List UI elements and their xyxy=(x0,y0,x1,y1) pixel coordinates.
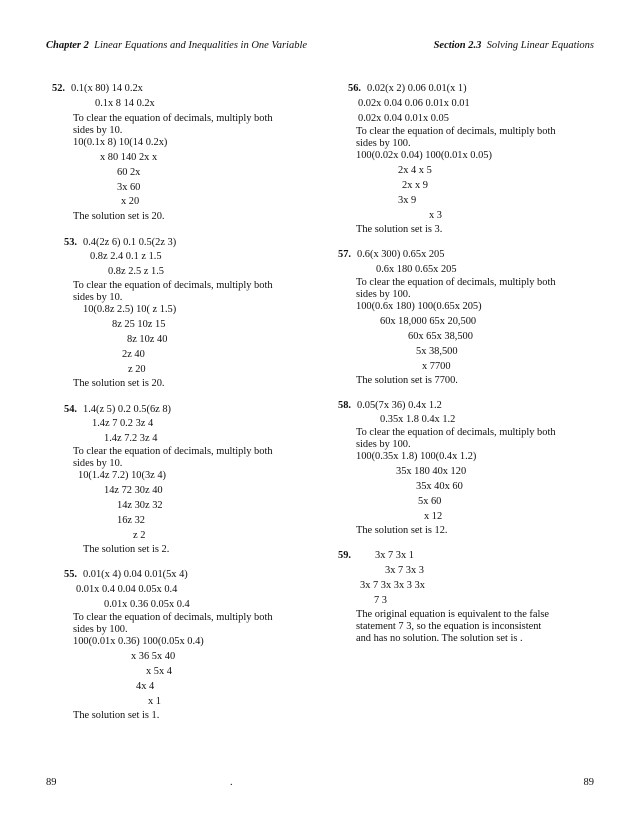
text-line: To clear the equation of decimals, multiply both xyxy=(73,446,273,457)
problem-number: 53. xyxy=(64,237,77,248)
equation-line: 2x 4 x 5 xyxy=(398,165,432,176)
equation-line: 8z 25 10z 15 xyxy=(112,319,166,330)
problem-55-line xyxy=(64,569,188,581)
equation-line: 60x 65x 38,500 xyxy=(408,331,473,342)
text-line: sides by 100. xyxy=(356,138,411,149)
solution-line: The solution set is 12. xyxy=(356,525,448,536)
equation-line: 0.8z 2.5 z 1.5 xyxy=(108,266,164,277)
equation-line: 14z 72 30z 40 xyxy=(104,485,163,496)
equation-line: 35x 180 40x 120 xyxy=(396,466,467,477)
equation-line: x 80 140 2x x xyxy=(100,152,158,163)
equation-line: x 5x 4 xyxy=(146,666,172,677)
page-number-left: 89 xyxy=(46,777,57,788)
equation-line: 1.4(z 5) 0.2 0.5(6z 8) xyxy=(83,404,172,415)
solution-line: and has no solution. The solution set is . xyxy=(356,633,523,644)
equation-line: 8z 10z 40 xyxy=(127,334,168,345)
equation-line: 0.1(x 80) 14 0.2x xyxy=(71,83,143,94)
text-line: The original equation is equivalent to the false xyxy=(356,609,550,620)
equation-line: 0.01x 0.36 0.05x 0.4 xyxy=(104,599,190,610)
equation-line: 5x 60 xyxy=(418,496,442,507)
text-line: To clear the equation of decimals, multiply both xyxy=(356,427,556,438)
equation-line: 3x 7 3x 3x 3 3x xyxy=(360,580,425,591)
equation-line: 1.4z 7.2 3z 4 xyxy=(104,433,158,444)
equation-line: 60 2x xyxy=(117,167,141,178)
text-line: sides by 100. xyxy=(356,439,411,450)
problem-number: 55. xyxy=(64,569,77,580)
equation-line: 0.8z 2.4 0.1 z 1.5 xyxy=(90,251,162,262)
text-line: To clear the equation of decimals, multiply both xyxy=(73,113,273,124)
problem-53-line xyxy=(64,237,176,249)
solution-line: The solution set is 1. xyxy=(73,710,160,721)
equation-line: 3x 7 3x 1 xyxy=(375,550,414,561)
equation-line: x 36 5x 40 xyxy=(131,651,176,662)
text-line: sides by 10. xyxy=(73,458,123,469)
equation-line: 10(1.4z 7.2) 10(3z 4) xyxy=(78,470,167,481)
equation-line: 0.05(7x 36) 0.4x 1.2 xyxy=(357,400,442,411)
equation-line: 14z 30z 32 xyxy=(117,500,163,511)
equation-line: 3x 60 xyxy=(117,182,141,193)
equation-line: x 3 xyxy=(429,210,442,221)
footer-mark: . xyxy=(230,777,233,788)
section-title: Solving Linear Equations xyxy=(486,40,594,51)
equation-line: 0.1x 8 14 0.2x xyxy=(95,98,155,109)
equation-line: 3x 7 3x 3 xyxy=(385,565,424,576)
problem-number: 54. xyxy=(64,404,77,415)
equation-line: 0.02x 0.04 0.06 0.01x 0.01 xyxy=(358,98,470,109)
equation-line: 0.02(x 2) 0.06 0.01(x 1) xyxy=(367,83,467,94)
problem-number: 52. xyxy=(52,83,65,94)
equation-line: 100(0.01x 0.36) 100(0.05x 0.4) xyxy=(73,636,204,647)
problem-59-line xyxy=(338,550,414,562)
equation-line: x 12 xyxy=(424,511,443,522)
equation-line: 0.01(x 4) 0.04 0.01(5x 4) xyxy=(83,569,188,580)
solution-line: The solution set is 20. xyxy=(73,378,165,389)
running-header-left xyxy=(46,40,307,51)
equation-line: x 1 xyxy=(148,696,161,707)
chapter-label: Chapter 2 xyxy=(46,40,89,51)
equation-line: 7 3 xyxy=(374,595,387,606)
problem-57-line xyxy=(338,249,444,261)
solution-line: The solution set is 3. xyxy=(356,224,443,235)
section-label: Section 2.3 xyxy=(433,40,482,51)
text-line: sides by 10. xyxy=(73,292,123,303)
equation-line: 0.35x 1.8 0.4x 1.2 xyxy=(380,414,456,425)
equation-line: 100(0.35x 1.8) 100(0.4x 1.2) xyxy=(356,451,477,462)
text-line: statement 7 3, so the equation is inconsistent xyxy=(356,621,542,632)
equation-line: 4x 4 xyxy=(136,681,155,692)
equation-line: 100(0.02x 0.04) 100(0.01x 0.05) xyxy=(356,150,492,161)
problem-52-line xyxy=(52,83,143,95)
page-number-right: 89 xyxy=(583,777,594,788)
text-line: To clear the equation of decimals, multiply both xyxy=(356,277,556,288)
solution-line: The solution set is 20. xyxy=(73,211,165,222)
problem-58-line xyxy=(338,400,442,412)
equation-line: 16z 32 xyxy=(117,515,145,526)
text-line: sides by 100. xyxy=(73,624,128,635)
solution-line: The solution set is 2. xyxy=(83,544,170,555)
equation-line: 35x 40x 60 xyxy=(416,481,463,492)
text-line: To clear the equation of decimals, multiply both xyxy=(356,126,556,137)
equation-line: x 20 xyxy=(121,196,140,207)
equation-line: 60x 18,000 65x 20,500 xyxy=(380,316,477,327)
problem-54-line xyxy=(64,404,171,416)
equation-line: 0.6(x 300) 0.65x 205 xyxy=(357,249,445,260)
equation-line: 0.4(2z 6) 0.1 0.5(2z 3) xyxy=(83,237,177,248)
equation-line: x 7700 xyxy=(422,361,451,372)
equation-line: 0.02x 0.04 0.01x 0.05 xyxy=(358,113,449,124)
text-line: To clear the equation of decimals, multiply both xyxy=(73,612,273,623)
problem-number: 58. xyxy=(338,400,351,411)
problem-number: 56. xyxy=(348,83,361,94)
text-line: sides by 10. xyxy=(73,125,123,136)
problem-number: 59. xyxy=(338,550,351,561)
solution-line: The solution set is 7700. xyxy=(356,375,458,386)
equation-line: 2z 40 xyxy=(122,349,145,360)
equation-line: 1.4z 7 0.2 3z 4 xyxy=(92,418,154,429)
equation-line: 3x 9 xyxy=(398,195,417,206)
equation-line: 5x 38,500 xyxy=(416,346,458,357)
running-header-right xyxy=(434,40,594,51)
equation-line: 100(0.6x 180) 100(0.65x 205) xyxy=(356,301,482,312)
equation-line: z 2 xyxy=(133,530,146,541)
problem-number: 57. xyxy=(338,249,351,260)
problem-56-line xyxy=(348,83,467,95)
text-line: sides by 100. xyxy=(356,289,411,300)
equation-line: 2x x 9 xyxy=(402,180,428,191)
equation-line: 10(0.1x 8) 10(14 0.2x) xyxy=(73,137,168,148)
text-line: To clear the equation of decimals, multiply both xyxy=(73,280,273,291)
equation-line: 0.6x 180 0.65x 205 xyxy=(376,264,457,275)
chapter-title: Linear Equations and Inequalities in One Variable xyxy=(94,40,308,51)
equation-line: z 20 xyxy=(128,364,146,375)
equation-line: 10(0.8z 2.5) 10( z 1.5) xyxy=(83,304,177,315)
equation-line: 0.01x 0.4 0.04 0.05x 0.4 xyxy=(76,584,178,595)
